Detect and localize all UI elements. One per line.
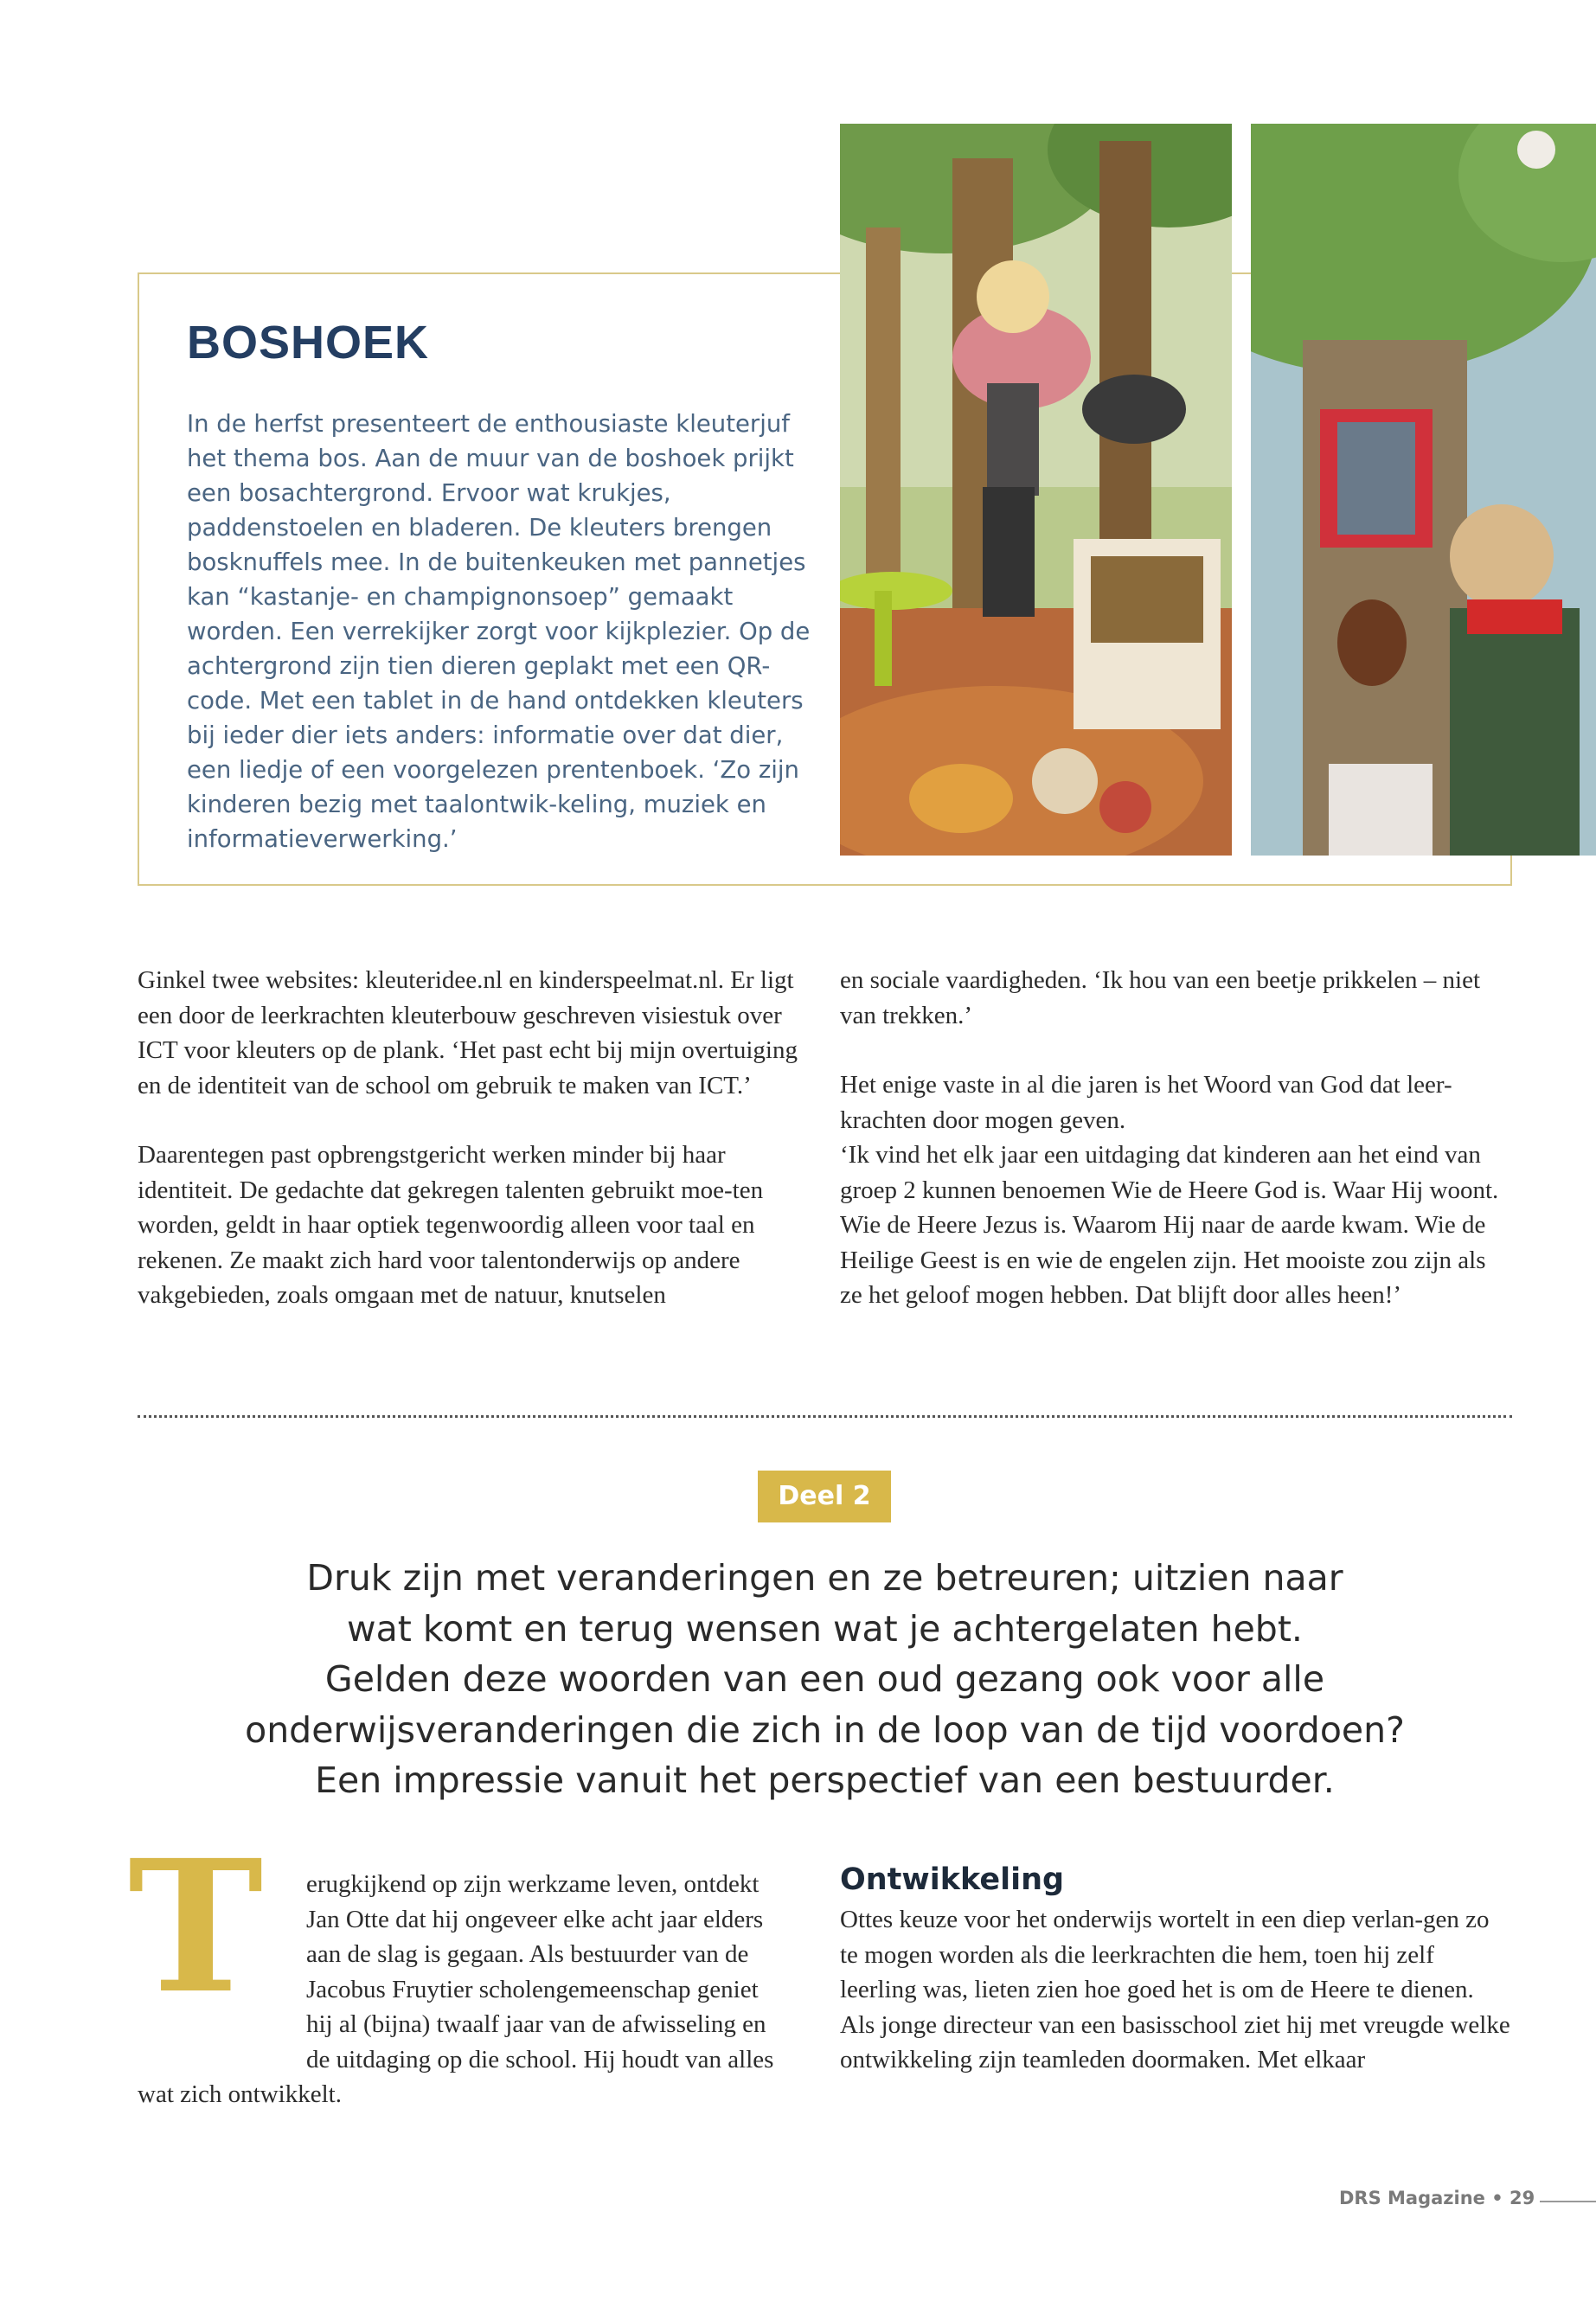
intro-line: onderwijsveranderingen die zich in de loop van de tijd voordoen? — [245, 1708, 1405, 1751]
part1-right-paragraph-3: ‘Ik vind het elk jaar een uitdaging dat kinderen aan het eind van groep 2 kunnen benoemen Wie de Heere God is. Waar Hij woont. Wie de Heere Jezus is. Waarom Hij naar de aarde kwam. Wie de Heilige Geest is en wie de engelen zijn. Het mooiste zou zijn als ze het geloof mogen hebben. Dat blijft door alles heen!’ — [840, 1141, 1499, 1309]
boshoek-text: In de herfst presenteert de enthousiaste kleuterjuf het thema bos. Aan de muur van de boshoek prijkt een bosachtergrond. Ervoor wat krukjes, paddenstoelen en bladeren. De kleuters brengen bosknuffels mee. In de buitenkeuken met pannetjes kan “kastanje- en champignonsoep” gemaakt worden. Een verrekijker zorgt voor kijkplezier. Op de achtergrond zijn tien dieren geplakt met een QR-code. Met een tablet in de hand ontdekken kleuters bij ieder dier iets anders: informatie over dat dier, een liedje of een voorgelezen prentenboek. ‘Zo zijn kinderen bezig met taalontwik-keling, muziek en informatieverwerking.’ — [187, 410, 811, 853]
text-line: wat zich ontwikkelt. — [138, 2080, 342, 2108]
intro-line: Gelden deze woorden van een oud gezang ook voor alle — [324, 1658, 1325, 1700]
intro-line: Druk zijn met veranderingen en ze betreuren; uitzien naar — [306, 1557, 1343, 1599]
intro-line: wat komt en terug wensen wat je achtergelaten hebt. — [347, 1607, 1303, 1650]
text-line: hij al (bijna) twaalf jaar van de afwisseling en — [306, 2010, 766, 2038]
part1-right-column — [840, 963, 1506, 1313]
text-line: Jan Otte dat hij ongeveer elke acht jaar elders — [306, 1905, 764, 1933]
section-badge: Deel 2 — [758, 1471, 891, 1522]
text-line: aan de slag is gegaan. Als bestuurder van de — [306, 1940, 749, 1968]
text-line: erugkijkend op zijn werkzame leven, ontdekt — [306, 1870, 760, 1898]
intro-line: Een impressie vanuit het perspectief van een bestuurder. — [315, 1759, 1335, 1801]
part1-left-paragraph-2: Daarentegen past opbrengstgericht werken minder bij haar identiteit. De gedachte dat gekregen talenten gebruikt moe-ten worden, geldt in haar optiek tegenwoordig alleen voor taal en rekenen. Ze maakt zich hard voor talentonderwijs op andere vakgebieden, zoals omgaan met de natuur, knutselen — [138, 1141, 764, 1309]
intro-lead — [224, 1553, 1426, 1806]
part2-right-column — [840, 1902, 1510, 2078]
text-line: Jacobus Fruytier scholengemeenschap geniet — [306, 1975, 759, 2003]
part1-left-column — [138, 963, 804, 1313]
photo-girl-kitchen — [840, 124, 1232, 856]
part1-right-paragraph-1: en sociale vaardigheden. ‘Ik hou van een beetje prikkelen – niet van trekken.’ — [840, 966, 1480, 1029]
photo-boy-tablet — [1251, 124, 1596, 856]
subhead-ontwikkeling: Ontwikkeling — [840, 1862, 1065, 1897]
boshoek-title: BOSHOEK — [187, 317, 430, 369]
part2-right-paragraph-1: Ottes keuze voor het onderwijs wortelt in een diep verlan-gen zo te mogen worden als die leerkrachten die hem, toen hij zelf leerling was, lieten zien hoe goed het is om de Heere te dienen. — [840, 1906, 1490, 2003]
part2-right-paragraph-2: Als jonge directeur van een basisschool ziet hij met vreugde welke ontwikkeling zijn teamleden doormaken. Met elkaar — [840, 2010, 1510, 2073]
drop-cap: T — [128, 1820, 264, 2034]
dotted-divider — [138, 1415, 1512, 1418]
part2-left-column — [138, 1867, 808, 2112]
part1-right-paragraph-2: Het enige vaste in al die jaren is het Woord van God dat leer-krachten door mogen geven. — [840, 1071, 1452, 1134]
footer-rule — [1540, 2201, 1596, 2202]
text-line: de uitdaging op die school. Hij houdt van alles — [306, 2045, 774, 2073]
page-footer: DRS Magazine • 29 — [1339, 2188, 1535, 2208]
part1-left-paragraph-1: Ginkel twee websites: kleuteridee.nl en kinderspeelmat.nl. Er ligt een door de leerkrachten kleuterbouw geschreven visiestuk over ICT voor kleuters op de plank. ‘Het past echt bij mijn overtuiging en de identiteit van de school om gebruik te maken van ICT.’ — [138, 966, 798, 1099]
